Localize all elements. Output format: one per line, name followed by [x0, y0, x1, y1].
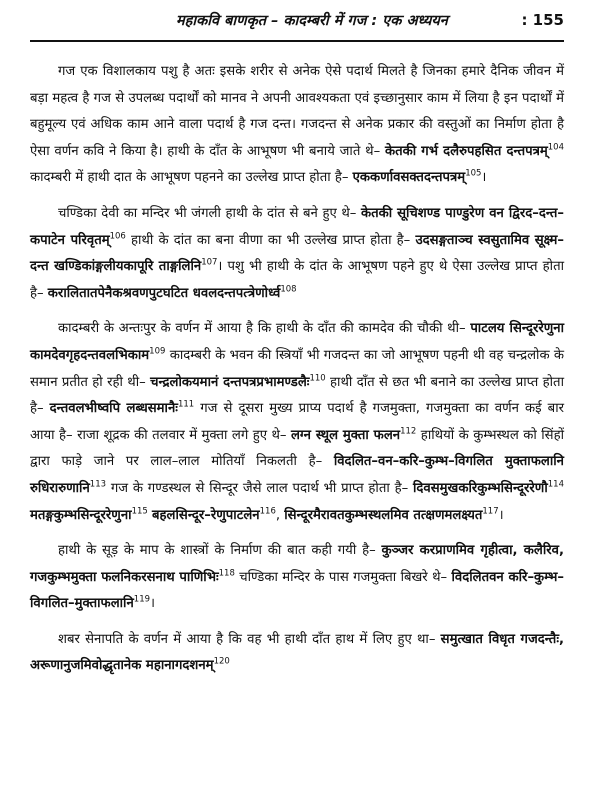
footnote-ref[interactable]: 120 — [213, 657, 230, 668]
quote-bold: केतकी गर्भ दलैरुपहसित दन्तपत्रम् — [384, 143, 548, 159]
header-rule — [30, 40, 564, 42]
text-run: चण्डिका देवी का मन्दिर भी जंगली हाथी के दांत से बने हुए थे– — [58, 205, 361, 221]
text-run: । पशु भी हाथी के दांत के आभूषण पहने हुए थे ऐसा उल्लेख प्राप्त होता है– — [30, 259, 564, 301]
paragraph-gap — [30, 618, 564, 627]
text-run: । — [481, 170, 487, 186]
footnote-ref[interactable]: 114 — [547, 479, 564, 490]
footnote-ref[interactable]: 104 — [547, 142, 564, 153]
paragraph-gap — [30, 192, 564, 201]
text-run: गज से दूसरा मुख्य प्राप्य पदार्थ है गजमुक्ता, गजमुक्ता का वर्णन कई बार आया है– राजा शूद्रक की तलवार में मुक्ता लगे हुए थे– — [30, 401, 565, 443]
text-run: हाथी के दांत का बना वीणा का भी उल्लेख प्राप्त होता है– — [125, 232, 416, 248]
quote-bold: कुञ्जर करप्राणमिव गृहीत्वा, कलैरिव, गजकुम्भमुक्ता फलनिकरसनाथ पाणिभिः — [30, 543, 564, 585]
text-run: हाथी दाँत से छत भी बनाने का उल्लेख प्राप्त होता है– — [30, 374, 564, 417]
footnote-ref[interactable]: 118 — [218, 568, 235, 579]
text-run: गज एक विशालकाय पशु है अतः इसके शरीर से अनेक ऐसे पदार्थ मिलते है जिनका हमारे दैनिक जीवन में बड़ा महत्व है गज से उपलब्ध पदार्थों को मानव ने अपनी आवश्यकता एवं इच्छानुसार काम में लिया है इन पदार्थों में बहुमूल्य एवं अधिक काम आने वाला पदार्थ है गज दन्त। गजदन्त से अनेक प्रकार की वस्तुओं का निर्माण होता है ऐसा वर्णन कवि ने किया है। हाथी के दाँत के आभूषण भी बनाये जाते थे– — [30, 64, 564, 159]
footnote-ref[interactable]: 109 — [149, 346, 166, 357]
text-run: कादम्बरी में हाथी दात के आभूषण पहनने का उल्लेख प्राप्त होता है– — [30, 170, 353, 186]
quote-bold: करालितातपेनैकश्रवणपुटघटित धवलदन्तपत्त्रेणोर्ध्व — [47, 285, 281, 301]
quote-bold: उदसङ्गताञ्च स्वसुतामिव सूक्ष्म–दन्त खण्डिकांङ्गलीयकापूरि ताङ्गलिनि — [30, 232, 564, 275]
footnote-ref[interactable]: 113 — [89, 479, 107, 490]
quote-bold: समुत्खात विधृत गजदन्तैः, अरूणानुजमिवोद्धृतानेक महानागदशनम् — [30, 631, 565, 674]
footnote-ref[interactable]: 105 — [465, 168, 482, 179]
page-number: : 155 — [521, 11, 564, 29]
text-run: । — [150, 596, 156, 612]
footnote-ref[interactable]: 106 — [109, 231, 126, 242]
quote-bold: दिवसमुखकरिकुम्भसिन्दूररेणौ — [412, 480, 548, 496]
paragraph-2 — [30, 201, 564, 307]
footnote-ref[interactable]: 111 — [177, 399, 195, 410]
footnote-ref[interactable]: 119 — [133, 594, 151, 605]
quote-bold: बहलसिन्दूर–रेणुपाटलेन — [152, 507, 260, 523]
text-run: हाथियों के कुम्भस्थल को सिंहों द्वारा फाड़े जाने पर लाल–लाल मोतियाँ निकलती है– — [30, 427, 565, 470]
footnote-ref[interactable]: 107 — [201, 257, 218, 268]
paragraph-gap — [30, 307, 564, 316]
quote-bold: विदलितवन करि–कुम्भ–विगलित–मुक्ताफलानि — [30, 569, 564, 612]
text-run: हाथी के सूड़ के माप के शास्त्रों के निर्माण की बात कही गयी है– — [58, 543, 382, 559]
running-header — [30, 0, 564, 40]
footnote-ref[interactable]: 112 — [400, 426, 417, 437]
quote-bold: सिन्दूरमैरावतकुम्भस्थलमिव तत्क्षणमलक्ष्यत — [284, 507, 483, 523]
quote-bold: मतङ्गकुम्भसिन्दूररेणुना — [30, 507, 132, 523]
quote-bold: एककर्णावसक्तदन्तपत्रम् — [352, 170, 466, 186]
running-title: महाकवि बाणकृत – कादम्बरी में गज : एक अध्ययन — [176, 13, 448, 29]
paragraph-5 — [30, 627, 564, 680]
text-run: कादम्बरी के अन्तःपुर के वर्णन में आया है कि हाथी के दाँत की कामदेव की चौकी थी– — [58, 321, 471, 337]
footnote-ref[interactable]: 115 — [131, 506, 148, 517]
paragraph-4 — [30, 538, 564, 618]
text-run: । — [498, 507, 504, 523]
paragraph-1 — [30, 59, 564, 192]
text-run: गज के गण्डस्थल से सिन्दूर जैसे लाल पदार्थ भी प्राप्त होता है– — [106, 480, 413, 496]
text-run: , — [275, 507, 285, 523]
text-run: शबर सेनापति के वर्णन में आया है कि वह भी हाथी दाँत हाथ में लिए हुए था– — [58, 631, 441, 647]
quote-bold: लग्न स्थूल मुक्ता फलन — [290, 427, 401, 443]
quote-bold: चन्द्रलोकयमानं दन्तपत्रप्रभामण्डलैः — [150, 374, 310, 390]
footnote-ref[interactable]: 116 — [259, 506, 276, 517]
quote-bold: दन्तवलभीष्वपि लब्धसमानैः — [49, 401, 178, 417]
footnote-ref[interactable]: 117 — [482, 506, 499, 517]
text-run: चण्डिका मन्दिर के पास गजमुक्ता बिखरे थे– — [234, 569, 452, 585]
footnote-ref[interactable]: 110 — [309, 373, 326, 384]
footnote-ref[interactable]: 108 — [280, 284, 297, 295]
quote-bold: पाटलय सिन्दूररेणुना कामदेवगृहदन्तवलभिकाम — [30, 321, 564, 363]
quote-bold: केतकी सूचिशण्ड पाण्डुरेण वन द्विरद–दन्त–कपाटेन परिवृतम् — [30, 205, 565, 248]
paragraph-3 — [30, 316, 564, 529]
paragraph-gap — [30, 529, 564, 538]
quote-bold: विदलित–वन–करि–कुम्भ–विगलित मुक्ताफलानि रुधिरारुणानि — [30, 454, 564, 496]
text-run: कादम्बरी के भवन की स्त्रियाँ भी गजदन्त का जो आभूषण पहनी थी वह चन्द्रलोक के समान प्रतीत हो रही थी– — [30, 347, 564, 390]
